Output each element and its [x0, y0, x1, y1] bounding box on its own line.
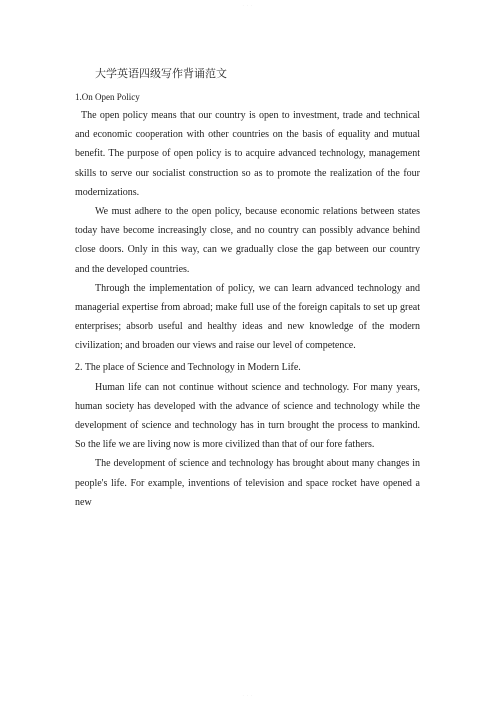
section-2-paragraph-1: Human life can not continue without science and technology. For many years, human society has developed with the advance of science and technology while the development of science and technology has in turn brought the process to mankind. So the life we are living now is more civilized than that of our fore fathers.	[75, 381, 420, 451]
section-2-paragraph-2: The development of science and technology has brought about many changes in people's life. For example, inventions of television and space rocket have opened a new	[75, 458, 420, 508]
page-header-mark: · · ·	[242, 3, 254, 8]
document-body	[75, 60, 420, 512]
section-1-paragraph-1: The open policy means that our country is open to investment, trade and technical and economic cooperation with other countries on the basis of equality and mutual benefit. The purpose of open policy is to acquire advanced technology, management skills to serve our socialist construction so as to promote the realization of the four modernizations.	[75, 110, 420, 198]
document-title: 大学英语四级写作背诵范文	[95, 67, 227, 80]
section-1-heading: 1.On Open Policy	[75, 92, 140, 102]
section-1-paragraph-2: We must adhere to the open policy, because economic relations between states today have become increasingly close, and no country can possibly advance behind close doors. Only in this way, can we gradually close the gap between our country and the developed countries.	[75, 206, 420, 275]
page-footer-mark: · · ·	[242, 693, 254, 698]
section-1-paragraph-3: Through the implementation of policy, we can learn advanced technology and managerial expertise from abroad; make full use of the foreign capitals to set up great enterprises; absorb useful and healthy ideas and new knowledge of the modern civilization; and broaden our views and raise our level of competence.	[75, 282, 420, 352]
section-2-heading: 2. The place of Science and Technology in Modern Life.	[75, 361, 301, 373]
